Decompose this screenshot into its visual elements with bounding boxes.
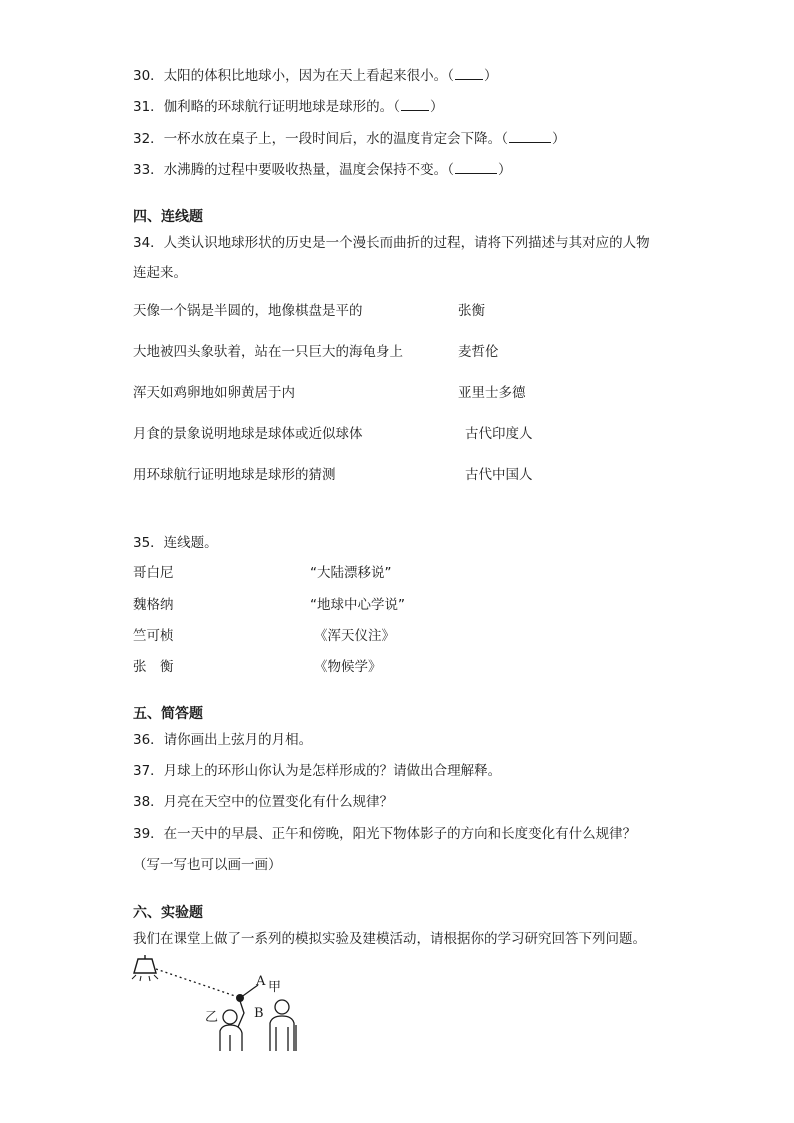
- question-35-title: 35．连线题。: [133, 535, 218, 551]
- question-33: 33．水沸腾的过程中要吸收热量，温度会保持不变。（ ）: [133, 162, 512, 178]
- match-right-item[interactable]: 《浑天仪注》: [314, 628, 395, 644]
- label-jia: 甲: [268, 980, 282, 995]
- match-right-item[interactable]: “地球中心学说”: [310, 597, 405, 613]
- match-right-item[interactable]: 亚里士多德: [458, 385, 526, 401]
- experiment-figure: [130, 955, 310, 1055]
- question-39-note: （写一写也可以画一画）: [133, 857, 282, 873]
- match-left-item[interactable]: 月食的景象说明地球是球体或近似球体: [133, 426, 363, 442]
- question-34-text-cont: 连起来。: [133, 265, 187, 281]
- match-left-item[interactable]: 大地被四头象驮着，站在一只巨大的海龟身上: [133, 344, 403, 360]
- answer-blank[interactable]: [401, 98, 429, 111]
- experiment-intro: 我们在课堂上做了一系列的模拟实验及建模活动，请根据你的学习研究回答下列问题。: [133, 931, 646, 947]
- match-left-item[interactable]: 天像一个锅是半圆的，地像棋盘是平的: [133, 303, 363, 319]
- question-38: 38．月亮在天空中的位置变化有什么规律？: [133, 794, 394, 810]
- question-36: 36．请你画出上弦月的月相。: [133, 732, 313, 748]
- match-right-item[interactable]: “大陆漂移说”: [310, 565, 392, 581]
- match-left-item[interactable]: 魏格纳: [133, 597, 174, 613]
- label-b: B: [254, 1006, 264, 1021]
- label-yi: 乙: [205, 1010, 219, 1025]
- match-left-item[interactable]: 用环球航行证明地球是球形的猜测: [133, 467, 336, 483]
- question-34-text: 34．人类认识地球形状的历史是一个漫长而曲折的过程，请将下列描述与其对应的人物: [133, 235, 650, 251]
- light-ray: [156, 969, 238, 997]
- section-heading-matching: 四、连线题: [133, 209, 203, 225]
- question-37: 37．月球上的环形山你认为是怎样形成的？请做出合理解释。: [133, 763, 502, 779]
- label-a: A: [256, 974, 266, 989]
- question-32: 32．一杯水放在桌子上，一段时间后，水的温度肯定会下降。（ ）: [133, 131, 566, 147]
- answer-blank[interactable]: [509, 130, 551, 143]
- answer-blank[interactable]: [455, 161, 497, 174]
- lamp-icon: [132, 955, 158, 981]
- match-right-item[interactable]: 张衡: [458, 303, 485, 319]
- match-left-item[interactable]: 哥白尼: [133, 565, 174, 581]
- person-jia-icon: [270, 1000, 296, 1051]
- match-left-item[interactable]: 张 衡: [133, 659, 174, 675]
- answer-blank[interactable]: [455, 67, 483, 80]
- match-left-item[interactable]: 竺可桢: [133, 628, 174, 644]
- match-right-item[interactable]: 《物候学》: [314, 659, 382, 675]
- match-right-item[interactable]: 古代中国人: [465, 467, 533, 483]
- match-right-item[interactable]: 古代印度人: [465, 426, 533, 442]
- question-30: 30．太阳的体积比地球小，因为在天上看起来很小。（ ）: [133, 68, 498, 84]
- question-39: 39．在一天中的早晨、正午和傍晚，阳光下物体影子的方向和长度变化有什么规律？: [133, 826, 637, 842]
- match-left-item[interactable]: 浑天如鸡卵地如卵黄居于内: [133, 385, 295, 401]
- match-right-item[interactable]: 麦哲伦: [458, 344, 499, 360]
- section-heading-experiment: 六、实验题: [133, 905, 203, 921]
- question-31: 31．伽利略的环球航行证明地球是球形的。（ ）: [133, 99, 444, 115]
- section-heading-short-answer: 五、简答题: [133, 706, 203, 722]
- person-yi-icon: [220, 1001, 244, 1051]
